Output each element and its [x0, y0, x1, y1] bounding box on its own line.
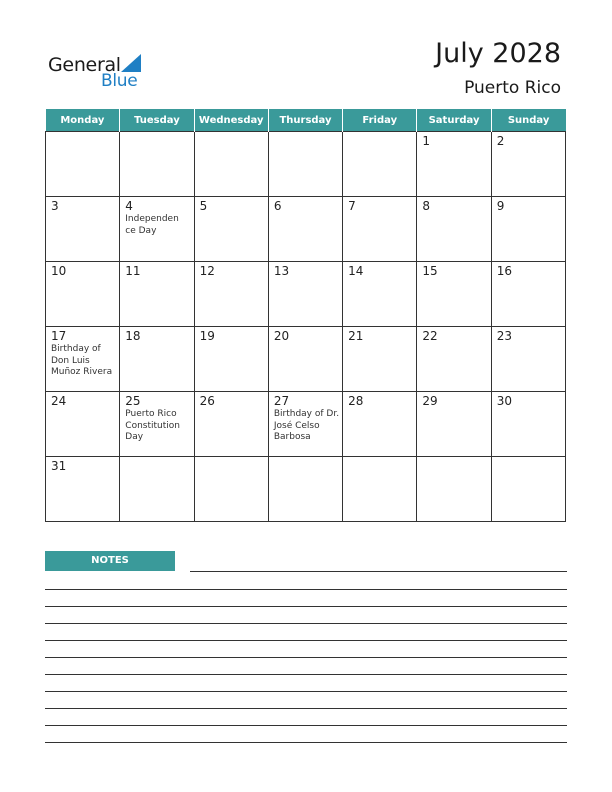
day-number: 20 — [273, 329, 290, 343]
holiday-event: Puerto Rico Constitution Day — [125, 409, 180, 442]
calendar-day-cell — [194, 262, 268, 327]
calendar-day-cell — [46, 262, 120, 327]
calendar-day-cell — [268, 132, 342, 197]
calendar-day-cell — [343, 457, 417, 522]
day-number: 29 — [422, 394, 438, 408]
calendar-day-cell — [491, 262, 565, 327]
day-number: 31 — [51, 459, 67, 473]
calendar-day-cell — [120, 327, 194, 392]
calendar-day-cell — [417, 327, 491, 392]
calendar-day-cell — [268, 457, 342, 522]
calendar-week-row — [46, 197, 566, 262]
calendar-week-row — [46, 327, 566, 392]
notes-line — [45, 623, 567, 624]
calendar-day-cell — [417, 197, 491, 262]
calendar-day-cell — [268, 392, 342, 457]
notes-line — [45, 691, 567, 692]
day-number: 8 — [422, 199, 431, 213]
day-number: 9 — [496, 199, 505, 213]
notes-label: NOTES — [45, 551, 175, 571]
calendar-title: July 2028 — [435, 38, 561, 69]
notes-line — [45, 589, 567, 590]
day-number: 2 — [496, 134, 505, 148]
day-number: 11 — [125, 264, 141, 278]
notes-line — [45, 708, 567, 709]
day-number: 21 — [348, 329, 364, 343]
weekday-header: Monday — [46, 109, 120, 132]
calendar-day-cell — [120, 457, 194, 522]
calendar-day-cell — [120, 132, 194, 197]
calendar-day-cell — [268, 327, 342, 392]
calendar-day-cell — [417, 132, 491, 197]
day-number: 25 — [125, 394, 141, 408]
day-number: 27 — [273, 394, 290, 408]
calendar-day-cell — [268, 262, 342, 327]
calendar-day-cell — [194, 392, 268, 457]
day-number: 18 — [125, 329, 141, 343]
calendar-day-cell — [417, 457, 491, 522]
calendar-day-cell — [194, 457, 268, 522]
day-number: 17 — [51, 329, 67, 343]
calendar-day-cell — [417, 392, 491, 457]
holiday-event: Birthday of Don Luis Muñoz Rivera — [51, 344, 113, 377]
notes-line — [45, 725, 567, 726]
day-number: 19 — [199, 329, 215, 343]
calendar-day-cell — [343, 132, 417, 197]
weekday-header: Saturday — [417, 109, 491, 132]
day-number: 23 — [496, 329, 512, 343]
calendar-day-cell — [194, 327, 268, 392]
calendar-body — [46, 132, 566, 522]
weekday-header: Friday — [343, 109, 417, 132]
calendar-day-cell — [491, 327, 565, 392]
calendar-day-cell — [46, 197, 120, 262]
weekday-header: Thursday — [268, 109, 342, 132]
notes-line — [190, 571, 567, 572]
weekday-header: Tuesday — [120, 109, 194, 132]
day-number: 13 — [273, 264, 290, 278]
day-number: 30 — [496, 394, 512, 408]
calendar-day-cell — [46, 457, 120, 522]
weekday-header: Sunday — [491, 109, 565, 132]
weekday-header: Wednesday — [194, 109, 268, 132]
calendar-subtitle: Puerto Rico — [464, 78, 561, 98]
calendar-day-cell — [417, 262, 491, 327]
notes-line — [45, 674, 567, 675]
logo-text-general: General — [48, 54, 121, 76]
calendar-day-cell — [343, 327, 417, 392]
calendar-day-cell — [491, 197, 565, 262]
day-number: 3 — [51, 199, 59, 213]
day-number: 1 — [422, 134, 431, 148]
calendar-week-row — [46, 457, 566, 522]
holiday-event: Birthday of Dr. José Celso Barbosa — [273, 409, 340, 442]
calendar-day-cell — [120, 197, 194, 262]
calendar-week-row — [46, 392, 566, 457]
calendar-day-cell — [491, 132, 565, 197]
day-number: 6 — [273, 199, 282, 213]
day-number: 14 — [348, 264, 364, 278]
day-number: 26 — [199, 394, 215, 408]
day-number: 12 — [199, 264, 215, 278]
calendar-day-cell — [491, 392, 565, 457]
weekday-header-row — [46, 109, 566, 132]
calendar-day-cell — [46, 392, 120, 457]
calendar-day-cell — [491, 457, 565, 522]
calendar-day-cell — [343, 197, 417, 262]
logo-triangle-icon — [121, 54, 141, 72]
calendar-week-row — [46, 262, 566, 327]
notes-line — [45, 742, 567, 743]
holiday-event: Independen ce Day — [125, 214, 179, 236]
day-number: 15 — [422, 264, 438, 278]
day-number: 4 — [125, 199, 133, 213]
calendar-day-cell — [343, 262, 417, 327]
calendar-grid — [45, 109, 566, 522]
notes-line — [45, 606, 567, 607]
notes-line — [45, 640, 567, 641]
day-number: 22 — [422, 329, 438, 343]
day-number: 7 — [348, 199, 356, 213]
day-number: 28 — [348, 394, 364, 408]
calendar-day-cell — [120, 392, 194, 457]
logo-text-blue: Blue — [101, 71, 138, 91]
calendar-day-cell — [46, 327, 120, 392]
notes-line — [45, 657, 567, 658]
calendar-day-cell — [46, 132, 120, 197]
day-number: 16 — [496, 264, 512, 278]
calendar-day-cell — [268, 197, 342, 262]
calendar-day-cell — [194, 197, 268, 262]
calendar-day-cell — [343, 392, 417, 457]
day-number: 24 — [51, 394, 67, 408]
calendar-day-cell — [194, 132, 268, 197]
calendar-day-cell — [120, 262, 194, 327]
calendar-week-row — [46, 132, 566, 197]
generalblue-logo — [48, 52, 148, 92]
day-number: 10 — [51, 264, 67, 278]
day-number: 5 — [199, 199, 208, 213]
